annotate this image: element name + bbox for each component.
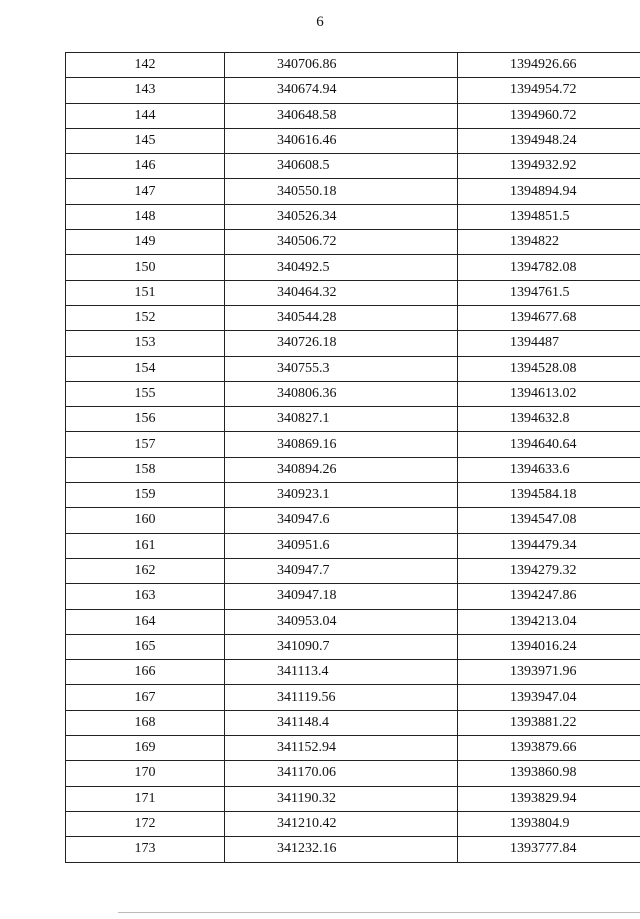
y-coordinate-cell: 1394932.92: [458, 154, 640, 179]
x-coordinate-cell: 341148.4: [225, 710, 458, 735]
x-coordinate-cell: 340806.36: [225, 381, 458, 406]
y-coordinate-cell: 1394677.68: [458, 305, 640, 330]
point-number-cell: 146: [66, 154, 225, 179]
point-number-cell: 145: [66, 128, 225, 153]
y-coordinate-cell: 1394016.24: [458, 634, 640, 659]
table-row: [66, 634, 640, 659]
x-coordinate-cell: 340544.28: [225, 305, 458, 330]
point-number-cell: 172: [66, 811, 225, 836]
point-number-cell: 148: [66, 204, 225, 229]
y-coordinate-cell: 1394822: [458, 230, 640, 255]
point-number-cell: 171: [66, 786, 225, 811]
table-row: [66, 584, 640, 609]
table-row: [66, 407, 640, 432]
table-row: [66, 837, 640, 862]
point-number-cell: 164: [66, 609, 225, 634]
table-row: [66, 356, 640, 381]
y-coordinate-cell: 1393777.84: [458, 837, 640, 862]
x-coordinate-cell: 341090.7: [225, 634, 458, 659]
table-row: [66, 786, 640, 811]
y-coordinate-cell: 1394632.8: [458, 407, 640, 432]
point-number-cell: 166: [66, 660, 225, 685]
x-coordinate-cell: 340648.58: [225, 103, 458, 128]
point-number-cell: 158: [66, 457, 225, 482]
x-coordinate-cell: 340464.32: [225, 280, 458, 305]
table-row: [66, 255, 640, 280]
x-coordinate-cell: 341170.06: [225, 761, 458, 786]
x-coordinate-cell: 340953.04: [225, 609, 458, 634]
y-coordinate-cell: 1394960.72: [458, 103, 640, 128]
table-row: [66, 609, 640, 634]
table-row: [66, 103, 640, 128]
table-row: [66, 508, 640, 533]
point-number-cell: 159: [66, 483, 225, 508]
y-coordinate-cell: 1394851.5: [458, 204, 640, 229]
point-number-cell: 161: [66, 533, 225, 558]
table-row: [66, 280, 640, 305]
page-bottom-edge: [118, 912, 640, 913]
x-coordinate-cell: 341232.16: [225, 837, 458, 862]
point-number-cell: 170: [66, 761, 225, 786]
table-row: [66, 331, 640, 356]
x-coordinate-cell: 340755.3: [225, 356, 458, 381]
table-row: [66, 483, 640, 508]
y-coordinate-cell: 1393804.9: [458, 811, 640, 836]
y-coordinate-cell: 1394640.64: [458, 432, 640, 457]
y-coordinate-cell: 1394948.24: [458, 128, 640, 153]
y-coordinate-cell: 1394954.72: [458, 78, 640, 103]
point-number-cell: 150: [66, 255, 225, 280]
point-number-cell: 151: [66, 280, 225, 305]
y-coordinate-cell: 1393971.96: [458, 660, 640, 685]
table-row: [66, 457, 640, 482]
x-coordinate-cell: 340827.1: [225, 407, 458, 432]
point-number-cell: 168: [66, 710, 225, 735]
y-coordinate-cell: 1393860.98: [458, 761, 640, 786]
x-coordinate-cell: 340526.34: [225, 204, 458, 229]
y-coordinate-cell: 1393881.22: [458, 710, 640, 735]
x-coordinate-cell: 341190.32: [225, 786, 458, 811]
table-row: [66, 204, 640, 229]
point-number-cell: 154: [66, 356, 225, 381]
y-coordinate-cell: 1394487: [458, 331, 640, 356]
x-coordinate-cell: 340706.86: [225, 53, 458, 78]
point-number-cell: 147: [66, 179, 225, 204]
page-number: 6: [316, 14, 324, 30]
table-row: [66, 558, 640, 583]
y-coordinate-cell: 1393829.94: [458, 786, 640, 811]
y-coordinate-cell: 1394528.08: [458, 356, 640, 381]
x-coordinate-cell: 340947.7: [225, 558, 458, 583]
y-coordinate-cell: 1393879.66: [458, 736, 640, 761]
table-row: [66, 761, 640, 786]
y-coordinate-cell: 1394247.86: [458, 584, 640, 609]
x-coordinate-cell: 340951.6: [225, 533, 458, 558]
x-coordinate-cell: 341119.56: [225, 685, 458, 710]
point-number-cell: 144: [66, 103, 225, 128]
point-number-cell: 162: [66, 558, 225, 583]
point-number-cell: 157: [66, 432, 225, 457]
y-coordinate-cell: 1394279.32: [458, 558, 640, 583]
point-number-cell: 152: [66, 305, 225, 330]
x-coordinate-cell: 340947.18: [225, 584, 458, 609]
y-coordinate-cell: 1394894.94: [458, 179, 640, 204]
y-coordinate-cell: 1394761.5: [458, 280, 640, 305]
point-number-cell: 143: [66, 78, 225, 103]
point-number-cell: 165: [66, 634, 225, 659]
point-number-cell: 153: [66, 331, 225, 356]
x-coordinate-cell: 341210.42: [225, 811, 458, 836]
table-row: [66, 685, 640, 710]
y-coordinate-cell: 1394926.66: [458, 53, 640, 78]
table-row: [66, 660, 640, 685]
x-coordinate-cell: 341113.4: [225, 660, 458, 685]
y-coordinate-cell: 1394479.34: [458, 533, 640, 558]
table-row: [66, 230, 640, 255]
y-coordinate-cell: 1394213.04: [458, 609, 640, 634]
table-row: [66, 533, 640, 558]
coordinates-table-body: [66, 53, 640, 863]
x-coordinate-cell: 340869.16: [225, 432, 458, 457]
table-row: [66, 78, 640, 103]
table-row: [66, 811, 640, 836]
table-row: [66, 179, 640, 204]
coordinates-table: [65, 52, 640, 863]
x-coordinate-cell: 340674.94: [225, 78, 458, 103]
y-coordinate-cell: 1394633.6: [458, 457, 640, 482]
x-coordinate-cell: 340616.46: [225, 128, 458, 153]
table-row: [66, 128, 640, 153]
x-coordinate-cell: 340923.1: [225, 483, 458, 508]
point-number-cell: 169: [66, 736, 225, 761]
y-coordinate-cell: 1393947.04: [458, 685, 640, 710]
y-coordinate-cell: 1394782.08: [458, 255, 640, 280]
x-coordinate-cell: 340608.5: [225, 154, 458, 179]
table-row: [66, 432, 640, 457]
table-row: [66, 736, 640, 761]
x-coordinate-cell: 340506.72: [225, 230, 458, 255]
x-coordinate-cell: 340492.5: [225, 255, 458, 280]
x-coordinate-cell: 340550.18: [225, 179, 458, 204]
table-row: [66, 305, 640, 330]
table-row: [66, 53, 640, 78]
table-row: [66, 381, 640, 406]
x-coordinate-cell: 340726.18: [225, 331, 458, 356]
point-number-cell: 156: [66, 407, 225, 432]
y-coordinate-cell: 1394547.08: [458, 508, 640, 533]
point-number-cell: 149: [66, 230, 225, 255]
point-number-cell: 142: [66, 53, 225, 78]
point-number-cell: 160: [66, 508, 225, 533]
table-row: [66, 154, 640, 179]
point-number-cell: 167: [66, 685, 225, 710]
y-coordinate-cell: 1394584.18: [458, 483, 640, 508]
point-number-cell: 163: [66, 584, 225, 609]
x-coordinate-cell: 340947.6: [225, 508, 458, 533]
x-coordinate-cell: 341152.94: [225, 736, 458, 761]
y-coordinate-cell: 1394613.02: [458, 381, 640, 406]
point-number-cell: 173: [66, 837, 225, 862]
table-row: [66, 710, 640, 735]
point-number-cell: 155: [66, 381, 225, 406]
x-coordinate-cell: 340894.26: [225, 457, 458, 482]
